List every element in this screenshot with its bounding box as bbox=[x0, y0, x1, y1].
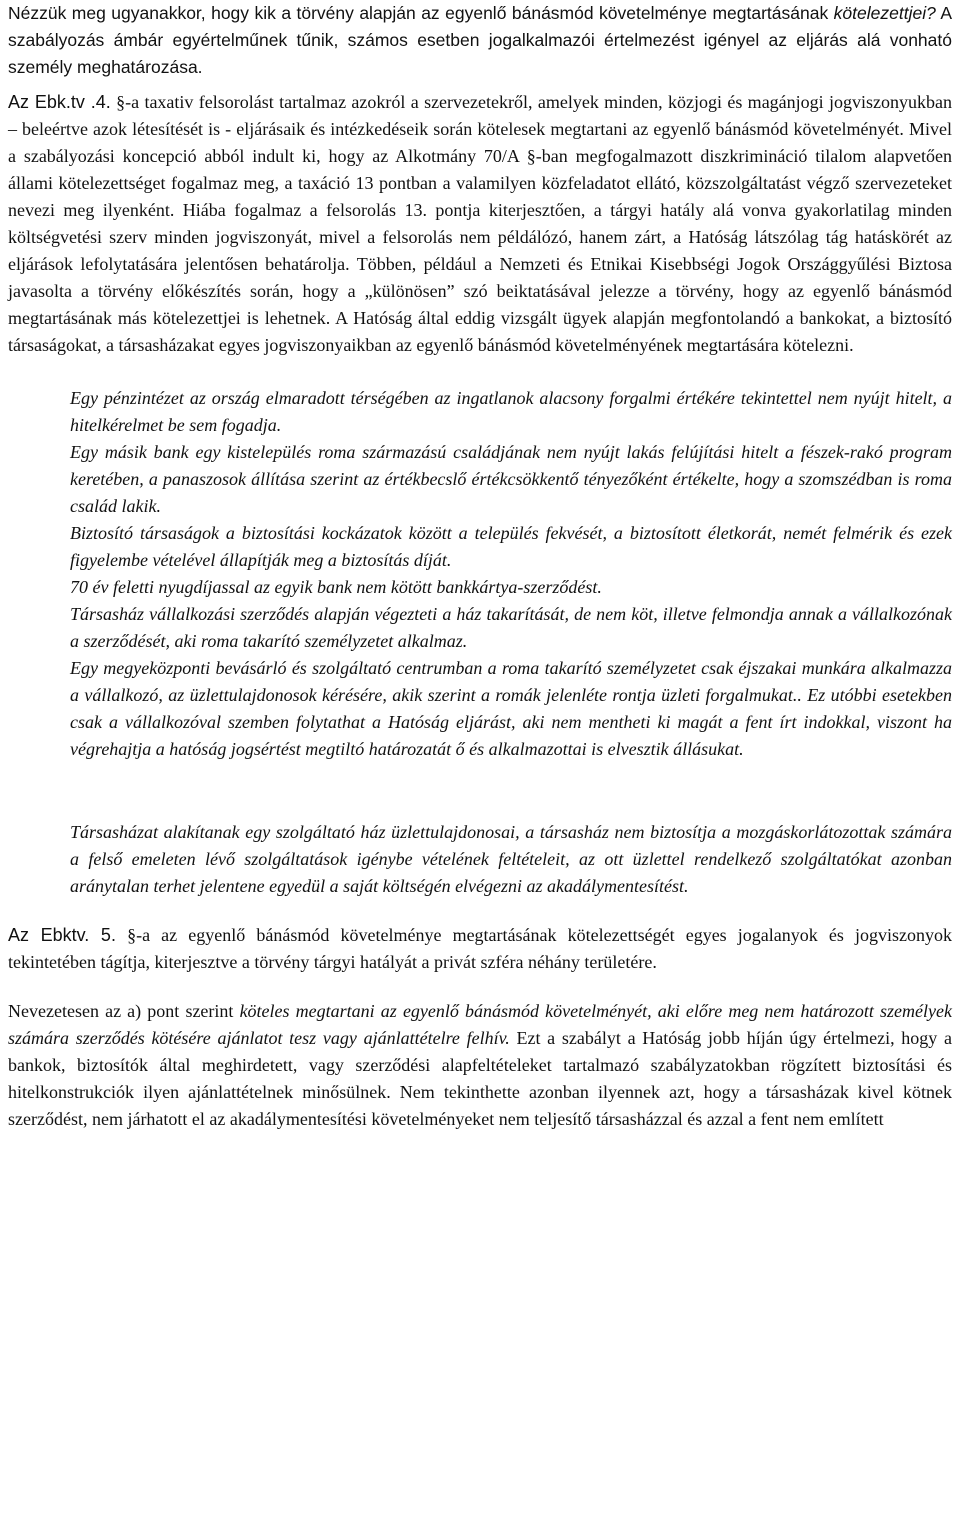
p4-italic: köteles megtartani az egyenlő bánásmód követelményét, aki előre meg nem határozott személyek számára szerződés kötésére ajánlatot tesz vagy ajánlattételre felhív. bbox=[8, 1001, 952, 1048]
p3-sentence-1: §-a az egyenlő bánásmód követelménye megtartásának kötelezettségét egyes jogalanyok és jogviszonyok tekintetében tágítja, kiterjesztve a törvény tárgyi hatályát a privát szféra néhány területére. bbox=[8, 925, 953, 972]
case-item-tarsashaz: Társasházat alakítanak egy szolgáltató ház üzlettulajdonosai, a társasház nem biztosítja a mozgáskorlátozottak számára a felső emeleten lévő szolgáltatások igénybe vételének feltételeit, az ott üzlettel rendelkező szolgáltatókat azonban aránytalan terhet jelentene egyedül a saját költségén elvégezni az akadálymentesítést. bbox=[70, 822, 952, 896]
p1-italic: kötelezettjei? bbox=[833, 3, 936, 23]
p4-text-1: Nevezetesen az a) pont szerint bbox=[8, 1001, 234, 1021]
paragraph-ebktv-4 bbox=[8, 89, 952, 359]
p1-text-2: A szabályozás ámbár egyértelműnek tűnik, számos esetben jogalkalmazói értelmezést igényel az eljárás alá vonható személy meghatározása. bbox=[8, 3, 952, 77]
p1-text-1: Nézzük meg ugyanakkor, hogy kik a törvény alapján az egyenlő bánásmód követelménye megtartásának bbox=[8, 3, 829, 23]
p2-sentence-5: A Hatóság által eddig vizsgált ügyek alapján megfontolandó a bankokat, a biztosító társaságokat, a társasházakat egyes jogviszonyaikban az egyenlő bánásmód követelményének megtartására kötelezni. bbox=[8, 308, 952, 355]
case-item: Egy pénzintézet az ország elmaradott térségében az ingatlanok alacsony forgalmi értékére tekintettel nem nyújt hitelt, a hitelkérelmet be sem fogadja. bbox=[70, 388, 952, 435]
paragraph-ajanlattetel bbox=[8, 998, 952, 1133]
spacer bbox=[8, 900, 952, 922]
p2-sentence-2: Mivel a szabályozási koncepció abból indult ki, hogy az Alkotmány 70/A §-ban megfogalmazott diszkrimináció tilalom alapvetően állami kötelezettséget fogalmaz meg, a taxáció 13 pontban a valamilyen közfeladatot ellátó, közszolgáltatást végző szervezeteket nevezi meg ilyenként. bbox=[8, 119, 952, 220]
p2-sentence-4: Többen, például a Nemzeti és Etnikai Kisebbségi Jogok Országgyűlési Biztosa javasolta a törvény előkészítés során, hogy a „különösen” szó beiktatásával jelezze a törvény, hogy az egyenlő bánásmód megtartásának más kötelezettjei is lehetnek. bbox=[8, 254, 952, 328]
p3-lead: Az Ebktv. 5. bbox=[8, 925, 116, 945]
p2-lead: Az Ebk.tv .4. bbox=[8, 92, 111, 112]
case-item: Társasház vállalkozási szerződés alapján végezteti a ház takarítását, de nem köt, illetve felmondja annak a vállalkozónak a szerződését, aki roma takarító személyzetet alkalmaz. bbox=[70, 604, 952, 651]
spacer bbox=[8, 976, 952, 998]
case-list bbox=[8, 385, 952, 900]
case-item: 70 év feletti nyugdíjassal az egyik bank nem kötött bankkártya-szerződést. bbox=[70, 577, 602, 597]
p4-text-2: Ezt a szabályt a Hatóság jobb híján úgy értelmezi, hogy a bankok, biztosítók által meghirdetett, vagy szerződési alapfeltételeket tartalmazó szabályzatokban rögzített biztosítási és hitelkonstrukciók ilyen ajánlattételnek minősülnek. Nem tekinthette azonban ilyennek azt, hogy a társasházak kivel kötnek szerződést, nem járhatott el az akadálymentesítési követelményeket nem teljesítő társasházzal és azzal a fent nem említett bbox=[8, 1028, 952, 1129]
paragraph-ebktv-5 bbox=[8, 922, 952, 976]
spacer bbox=[8, 359, 952, 385]
case-item: Egy megyeközponti bevásárló és szolgáltató centrumban a roma takarító személyzetet csak éjszakai munkára alkalmazza a vállalkozó, az üzlettulajdonosok kérésére, akik szerint a romák jelenléte rontja üzleti forgalmukat.. Ez utóbbi esetekben csak a vállalkozóval szemben folytathat a Hatóság eljárást, aki nem mentheti ki magát a fent írt indokkal, viszont ha végrehajtja a hatóság jogsértést megtiltó határozatát ő és alkalmazottai is elvesztik állásukat. bbox=[70, 658, 952, 759]
p2-sentence-3: Hiába fogalmaz a felsorolás 13. pontja kiterjesztően, a tárgyi hatály alá vonva gyakorlatilag minden költségvetési szerv minden jogviszonyát, mivel a felsorolás nem példálózó, hanem zárt, a Hatóság látszólag tág hatáskörét az eljárások lefolytatására jelentősen behatárolja. bbox=[8, 200, 953, 274]
case-item: Biztosító társaságok a biztosítási kockázatok között a település fekvését, a biztosított életkorát, nemét felmérik és ezek figyelembe vételével állapítják meg a biztosítás díját. bbox=[70, 523, 952, 570]
case-item: Egy másik bank egy kistelepülés roma származású családjának nem nyújt lakás felújítási hitelt a fészek-rakó program keretében, a panaszosok állítása szerint az értékbecslő értékcsökkentő tényezőként értékelte, hogy a szomszédban is roma család lakik. bbox=[70, 442, 952, 516]
p2-sentence-1: §-a taxativ felsorolást tartalmaz azokról a szervezetekről, amelyek minden, közjogi és magánjogi jogviszonyukban – beleértve azok létesítését is - eljárásaik és intézkedéseik során kötelesek megtartani az egyenlő bánásmód követelményét. bbox=[8, 92, 953, 139]
spacer bbox=[8, 81, 952, 89]
paragraph-kotelezettek bbox=[8, 0, 952, 81]
spacer bbox=[70, 763, 952, 819]
